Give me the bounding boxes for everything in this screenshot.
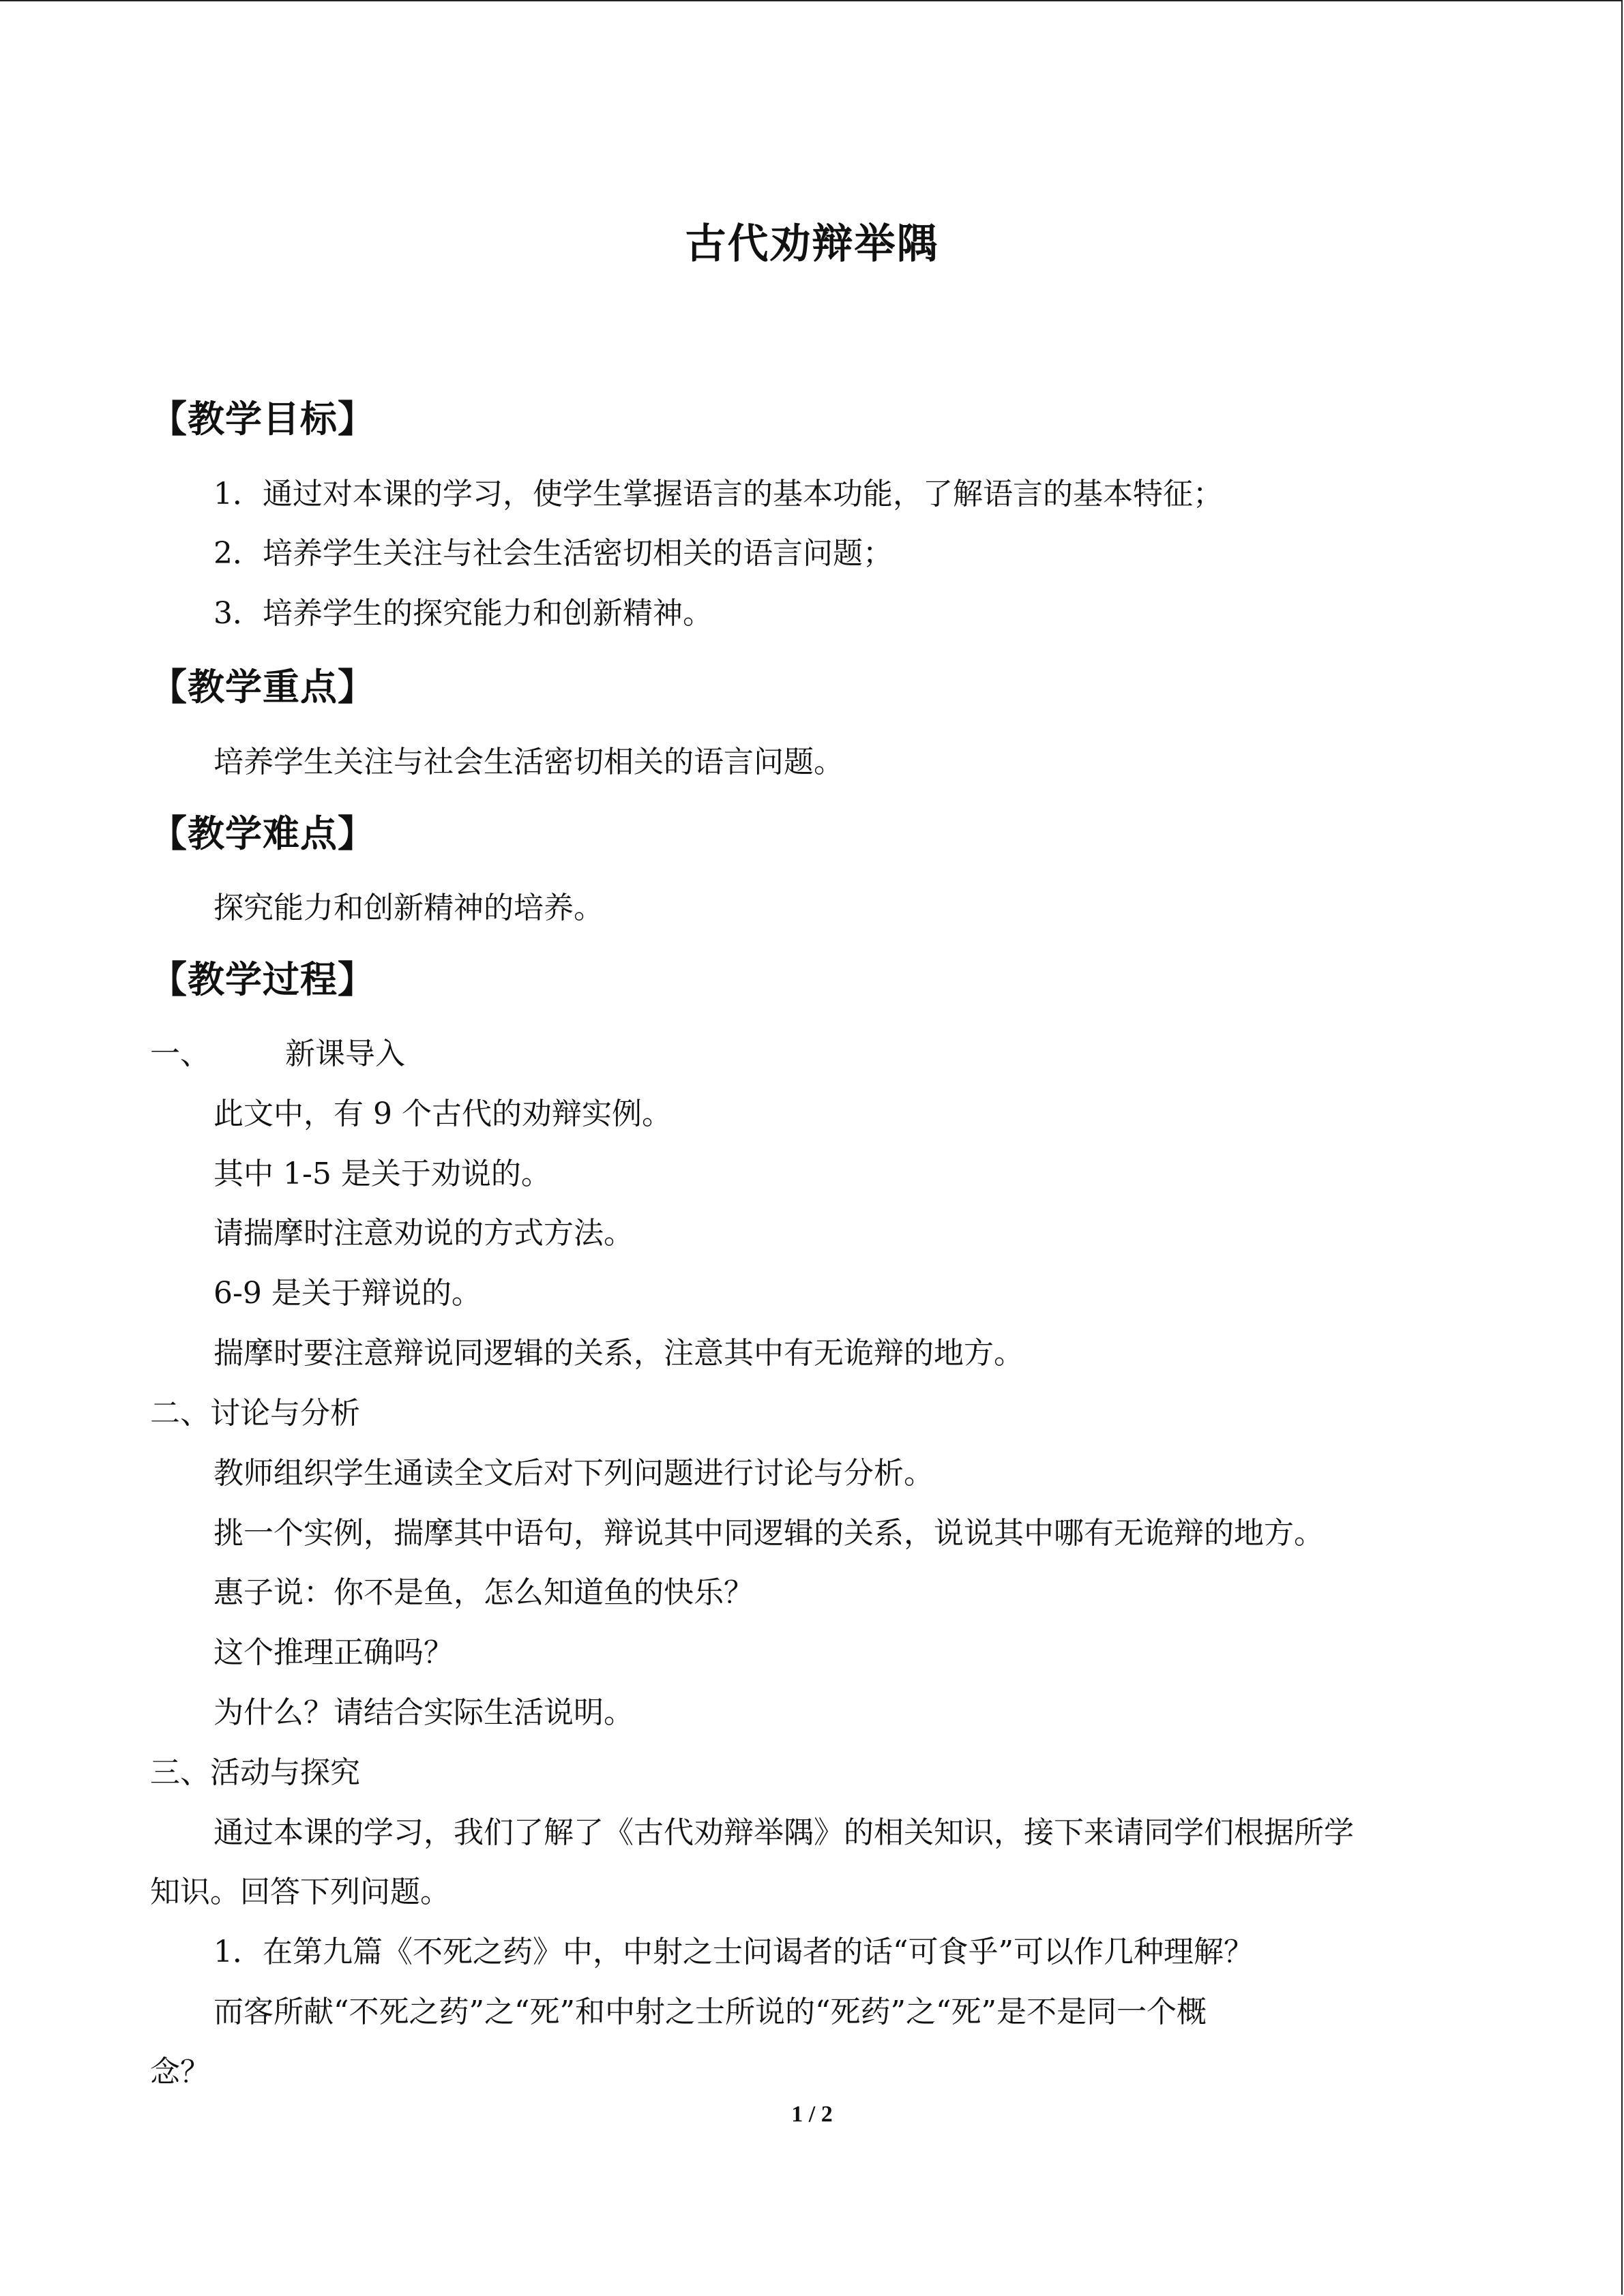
part3-intro-line2: 知识。回答下列问题。 [150, 1875, 450, 1909]
part3-question-2-line2: 念？ [150, 2055, 210, 2089]
part1-line: 请揣摩时注意劝说的方式方法。 [213, 1216, 634, 1251]
heading-key-points: 【教学重点】 [150, 666, 375, 709]
heading-teaching-process: 【教学过程】 [150, 958, 375, 1001]
part3-intro-line1: 通过本课的学习，我们了解了《古代劝辩举隅》的相关知识，接下来请同学们根据所学 [213, 1815, 1354, 1850]
heading-teaching-goals: 【教学目标】 [150, 398, 375, 441]
part1-number: 一、 [150, 1037, 210, 1071]
page-number: 1 / 2 [791, 2102, 833, 2127]
part1-title: 新课导入 [285, 1037, 405, 1071]
key-points-text: 培养学生关注与社会生活密切相关的语言问题。 [213, 745, 844, 779]
difficulties-text: 探究能力和创新精神的培养。 [213, 891, 604, 925]
part2-line: 为什么？请结合实际生活说明。 [213, 1695, 634, 1730]
part3-heading: 三、活动与探究 [150, 1755, 360, 1790]
document-title: 古代劝辩举隅 [685, 220, 939, 268]
part1-line: 其中 1-5 是关于劝说的。 [213, 1157, 551, 1191]
part1-line: 此文中，有 9 个古代的劝辩实例。 [213, 1097, 672, 1131]
goal-item-3: 3．培养学生的探究能力和创新精神。 [213, 596, 713, 631]
part2-line: 教师组织学生通读全文后对下列问题进行讨论与分析。 [213, 1456, 934, 1491]
part2-line: 这个推理正确吗？ [213, 1635, 454, 1670]
part1-heading [150, 1039, 405, 1069]
part1-line: 揣摩时要注意辩说同逻辑的关系，注意其中有无诡辩的地方。 [213, 1336, 1024, 1371]
part2-line: 挑一个实例，揣摩其中语句，辩说其中同逻辑的关系，说说其中哪有无诡辩的地方。 [213, 1516, 1324, 1551]
heading-difficulties: 【教学难点】 [150, 812, 375, 855]
part2-heading: 二、讨论与分析 [150, 1396, 360, 1431]
goal-item-2: 2．培养学生关注与社会生活密切相关的语言问题； [213, 536, 893, 571]
part3-question-2-line1: 而客所献“不死之药”之“死”和中射之士所说的“死药”之“死”是不是同一个概 [213, 1995, 1207, 2029]
part2-line: 惠子说：你不是鱼，怎么知道鱼的快乐？ [213, 1575, 754, 1610]
goal-item-1: 1．通过对本课的学习，使学生掌握语言的基本功能，了解语言的基本特征； [213, 477, 1223, 511]
part1-line: 6-9 是关于辩说的。 [213, 1276, 482, 1311]
part3-question-1: 1．在第九篇《不死之药》中，中射之士问谒者的话“可食乎”可以作几种理解？ [213, 1935, 1254, 1969]
